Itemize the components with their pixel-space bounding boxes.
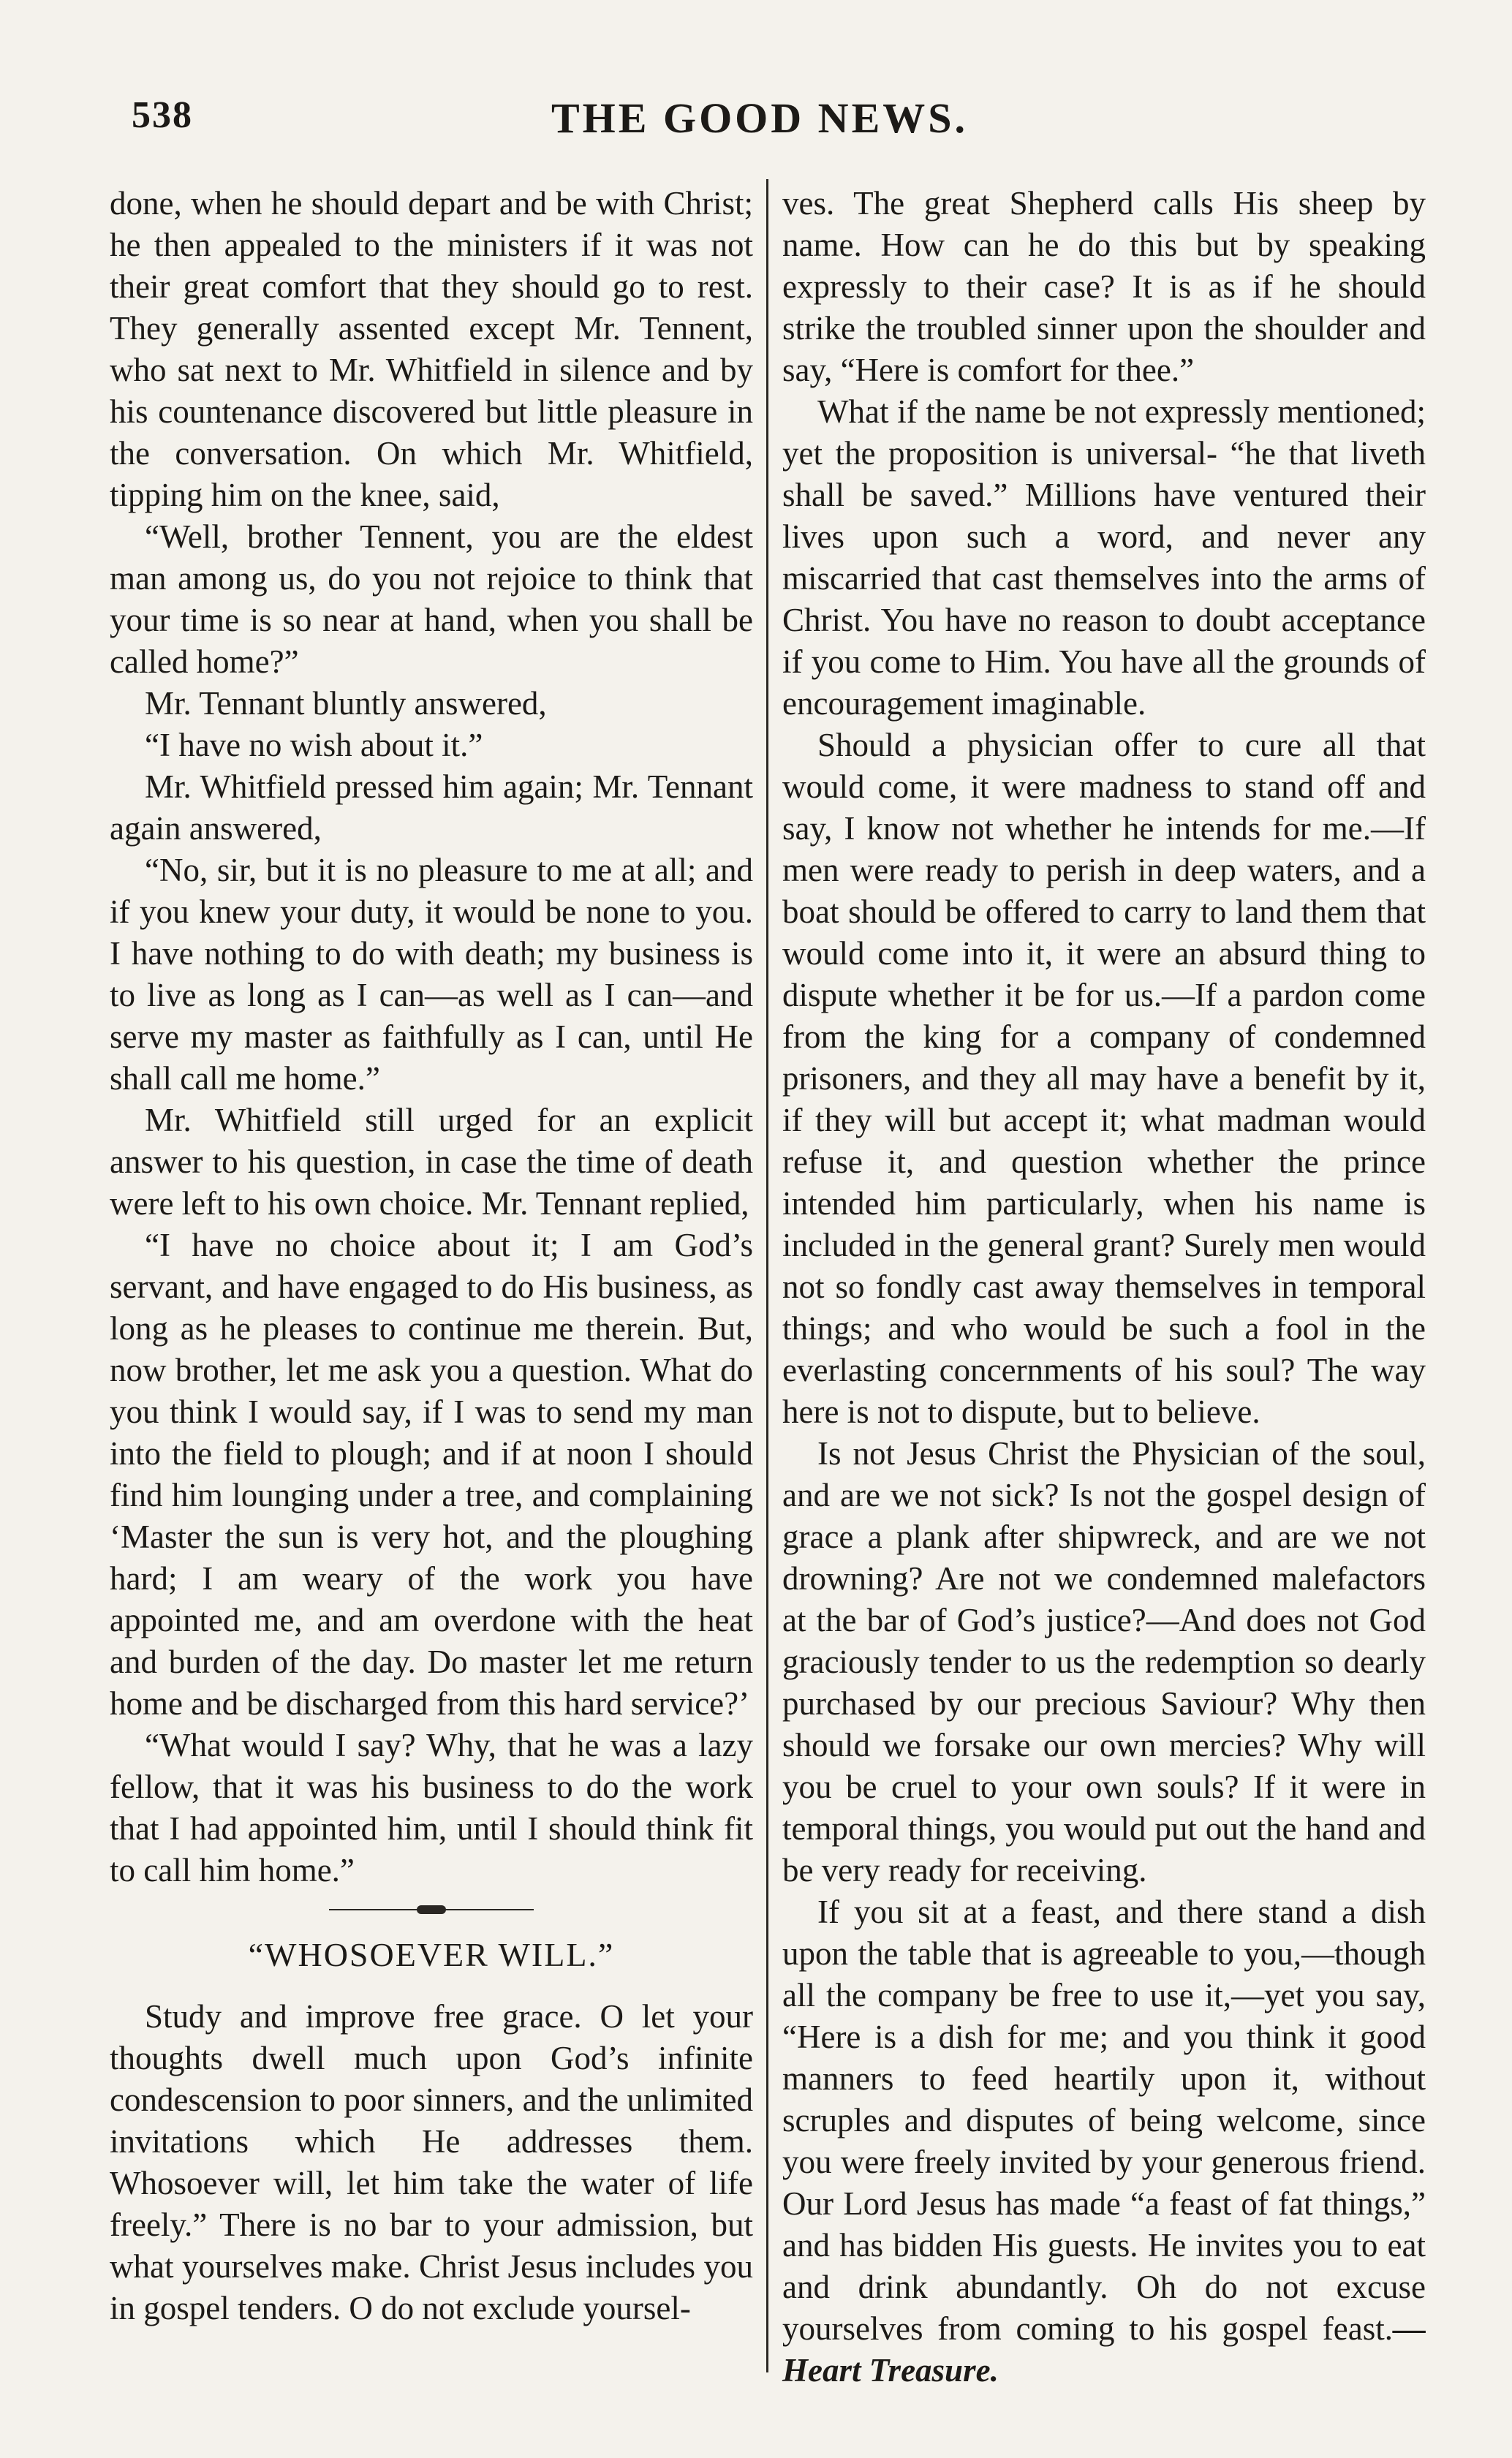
paragraph: “I have no wish about it.”: [145, 727, 483, 763]
paragraph: Mr. Whitfield still urged for an explicit answer to his question, in case the time of death were left to his own choice. Mr. Tennant replied,: [110, 1102, 753, 1222]
left-column: [110, 183, 753, 2329]
page-header: [110, 94, 1410, 145]
paragraph: Study and improve free grace. O let your thoughts dwell much upon God’s infinite condescension to poor sinners, and the unlimited invitations which He addresses them. Whosoever will, let him take the water of life freely.” There is no bar to your admission, but what yourselves make. Christ Jesus includes you in gospel tenders. O do not exclude yoursel-: [110, 1998, 753, 2326]
section-ornament-divider: [329, 1905, 534, 1915]
paragraph: “No, sir, but it is no pleasure to me at all; and if you knew your duty, it would be none to you. I have nothing to do with death; my business is to live as long as I can—as well as I can—and serve my master as faithfully as I can, until He shall call me home.”: [110, 852, 753, 1097]
page-number: 538: [132, 94, 193, 136]
paragraph: “What would I say? Why, that he was a lazy fellow, that it was his business to do the work that I had appointed him, until I should think fit to call him home.”: [110, 1727, 753, 1888]
paragraph-with-attribution: [782, 1891, 1426, 2391]
column-divider: [766, 179, 768, 2372]
paragraph: ves. The great Shepherd calls His sheep by name. How can he do this but by speaking expressly to their case? It is as if he should strike the troubled sinner upon the shoulder and say, “Here is comfort for thee.”: [782, 185, 1426, 388]
paragraph: What if the name be not expressly mentioned; yet the proposition is universal- “he that liveth shall be saved.” Millions have ventured their lives upon such a word, and never any miscarried that cast themselves into the arms of Christ. You have no reason to doubt acceptance if you come to Him. You have all the grounds of encouragement imaginable.: [782, 393, 1426, 722]
paragraph: “I have no choice about it; I am God’s servant, and have engaged to do His business, as long as he pleases to continue me therein. But, now brother, let me ask you a question. What do you think I would say, if I was to send my man into the field to plough; and if at noon I should find him lounging under a tree, and complaining ‘Master the sun is very hot, and the ploughing hard; I am weary of the work you have appointed me, and am overdone with the heat and burden of the day. Do master let me return home and be discharged from this hard service?’: [110, 1227, 753, 1722]
paragraph: Is not Jesus Christ the Physician of the soul, and are we not sick? Is not the gospel design of grace a plank after shipwreck, and are we not drowning? Are not we condemned malefactors at the bar of God’s justice?—And does not God graciously tender to us the redemption so dearly purchased by our precious Saviour? Why then should we forsake our own mercies? Why will you be cruel to your own souls? If it were in temporal things, you would put out the hand and be very ready for receiving.: [782, 1435, 1426, 1888]
right-column: [782, 183, 1426, 2391]
paragraph: Should a physician offer to cure all that would come, it were madness to stand off and say, I know not whether he intends for me.—If men were ready to perish in deep waters, and a boat should be offered to carry to land them that would come into it, it were an absurd thing to dispute whether it be for us.—If a pardon come from the king for a company of condemned prisoners, and they all may have a benefit by it, if they will but accept it; what madman would refuse it, and question whether the prince intended him particularly, when his name is included in the general grant? Surely men would not so fondly cast away themselves in temporal things; and who would be such a fool in the everlasting concernments of his soul? The way here is not to dispute, but to believe.: [782, 727, 1426, 1430]
paragraph-text: If you sit at a feast, and there stand a dish upon the table that is agreeable to you,—though all the company be free to use it,—yet you say, “Here is a dish for me; and you think it good manners to feed heartily upon it, without scruples and disputes of being welcome, since you were freely invited by your generous friend. Our Lord Jesus has made “a feast of fat things,” and has bidden His guests. He invites you to eat and drink abundantly. Oh do not excuse yourselves from coming to his gospel feast.: [782, 1894, 1426, 2347]
paragraph: Mr. Whitfield pressed him again; Mr. Tennant again answered,: [110, 768, 753, 847]
publication-title: THE GOOD NEWS.: [551, 94, 969, 142]
attribution: —Heart Treasure.: [782, 2310, 1426, 2389]
paragraph: done, when he should depart and be with Christ; he then appealed to the ministers if it was not their great comfort that they should go to rest. They generally assented except Mr. Tennent, who sat next to Mr. Whitfield in silence and by his countenance discovered but little pleasure in the conversation. On which Mr. Whitfield, tipping him on the knee, said,: [110, 185, 753, 513]
paragraph: Mr. Tennant bluntly answered,: [145, 685, 547, 722]
section-title: “WHOSOEVER WILL.”: [248, 1936, 615, 1973]
paragraph: “Well, brother Tennent, you are the eldest man among us, do you not rejoice to think that your time is so near at hand, when you shall be called home?”: [110, 518, 753, 680]
